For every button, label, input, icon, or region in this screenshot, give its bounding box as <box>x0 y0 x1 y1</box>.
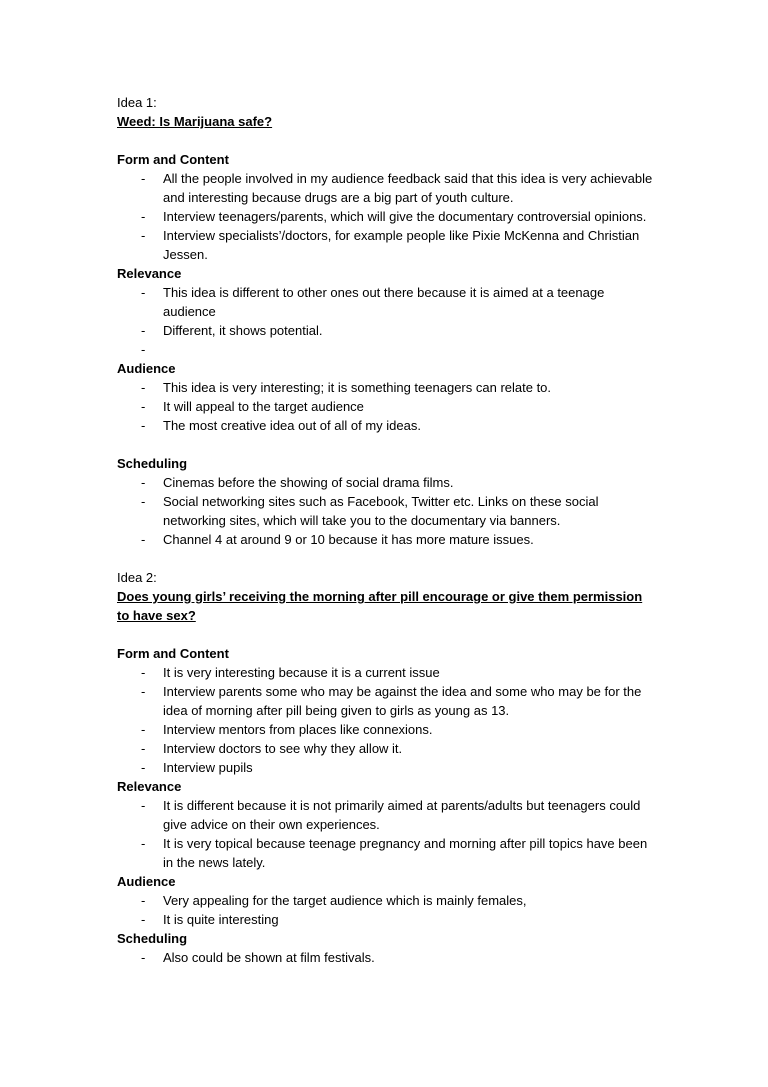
list-item: - The most creative idea out of all of my ideas. <box>141 418 421 433</box>
list-item: - Different, it shows potential. <box>141 323 323 338</box>
list-item: - Interview doctors to see why they allow it. <box>141 741 403 756</box>
idea2-relevance-heading: Relevance <box>117 779 182 794</box>
list-item: - It is quite interesting <box>141 912 279 927</box>
list-item: - Very appealing for the target audience which is mainly females, <box>141 893 527 908</box>
list-item: - It will appeal to the target audience <box>141 399 364 414</box>
idea1-form-heading: Form and Content <box>117 152 229 167</box>
idea1-relevance-heading: Relevance <box>117 266 182 281</box>
idea1-title: Weed: Is Marijuana safe? <box>117 114 273 129</box>
list-item: - Interview teenagers/parents, which will give the documentary controversial opinions. <box>141 209 647 224</box>
list-item: - This idea is very interesting; it is something teenagers can relate to. <box>141 380 552 395</box>
idea1-audience-heading: Audience <box>117 361 176 376</box>
list-item: - Interview specialists’/doctors, for example people like Pixie McKenna and Christian Jessen. <box>141 228 640 262</box>
empty-bullet: - <box>141 342 146 357</box>
list-item: - Channel 4 at around 9 or 10 because it has more mature issues. <box>141 532 534 547</box>
list-item: - All the people involved in my audience feedback said that this idea is very achievable and interesting because drugs are a big part of youth culture. <box>141 171 653 205</box>
list-item: - Interview mentors from places like connexions. <box>141 722 433 737</box>
document-page <box>117 93 657 967</box>
idea1-label: Idea 1: <box>117 95 157 110</box>
list-item: - It is very interesting because it is a current issue <box>141 665 440 680</box>
list-item: - Cinemas before the showing of social drama films. <box>141 475 454 490</box>
idea2-label: Idea 2: <box>117 570 157 585</box>
list-item: - Also could be shown at film festivals. <box>141 950 375 965</box>
idea2-audience-heading: Audience <box>117 874 176 889</box>
idea2-title: Does young girls’ receiving the morning after pill encourage or give them permission to have sex? <box>117 589 643 623</box>
idea2-form-heading: Form and Content <box>117 646 229 661</box>
list-item: - This idea is different to other ones out there because it is aimed at a teenage audience <box>141 285 605 319</box>
list-item: - Interview parents some who may be against the idea and some who may be for the idea of morning after pill being given to girls as young as 13. <box>141 684 642 718</box>
idea2-scheduling-heading: Scheduling <box>117 931 188 946</box>
list-item: - Social networking sites such as Facebook, Twitter etc. Links on these social networking sites, which will take you to the documentary via banners. <box>141 494 599 528</box>
list-item: - It is very topical because teenage pregnancy and morning after pill topics have been in the news lately. <box>141 836 648 870</box>
list-item: - It is different because it is not primarily aimed at parents/adults but teenagers could give advice on their own experiences. <box>141 798 641 832</box>
idea1-scheduling-heading: Scheduling <box>117 456 188 471</box>
list-item: - Interview pupils <box>141 760 253 775</box>
